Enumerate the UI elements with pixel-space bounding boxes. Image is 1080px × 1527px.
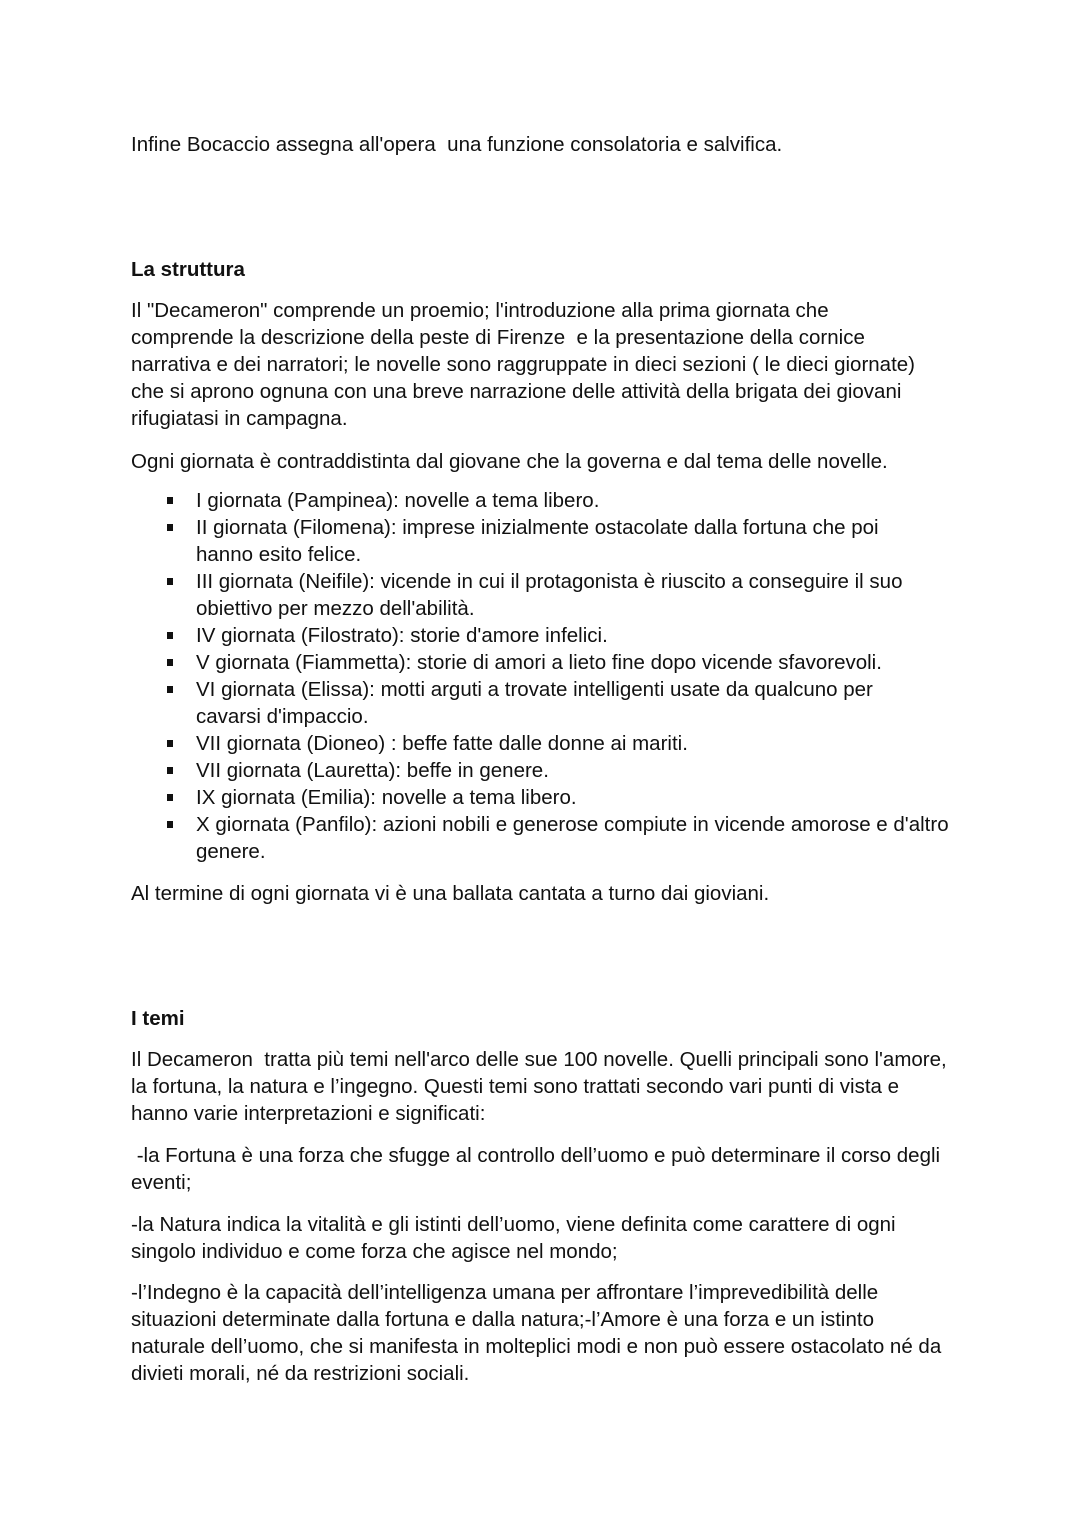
square-bullet-icon [167,578,173,585]
tema-fortuna: -la Fortuna è una forza che sfugge al controllo dell’uomo e può determinare il corso degli eventi; [131,1144,946,1194]
giornate-list [131,487,961,865]
temi-heading: I temi [131,1007,185,1030]
square-bullet-icon [167,686,173,693]
square-bullet-icon [167,497,173,504]
list-item: II giornata (Filomena): imprese inizialmente ostacolate dalla fortuna che poi hanno esito felice. [131,514,961,568]
list-item: IX giornata (Emilia): novelle a tema libero. [131,784,961,811]
square-bullet-icon [167,821,173,828]
square-bullet-icon [167,659,173,666]
tema-ingegno-amore: -l’Indegno è la capacità dell’intelligenza umana per affrontare l’imprevedibilità delle situazioni determinate dalla fortuna e dalla natura;-l’Amore è una forza e un istinto naturale dell’uomo, che si manifesta in molteplici modi e non può essere ostacolato né da divieti morali, né da restrizioni sociali. [131,1281,947,1385]
list-item: VII giornata (Dioneo) : beffe fatte dalle donne ai mariti. [131,730,961,757]
list-item: I giornata (Pampinea): novelle a tema libero. [131,487,961,514]
struttura-closing: Al termine di ogni giornata vi è una ballata cantata a turno dai gioviani. [131,882,770,905]
struttura-paragraph-1: Il "Decameron" comprende un proemio; l'introduzione alla prima giornata che comprende la descrizione della peste di Firenze e la presentazione della cornice narrativa e dei narratori; le novelle sono raggruppate in dieci sezioni ( le dieci giornate) che si aprono ognuna con una breve narrazione delle attività della brigata dei giovani rifugiatasi in campagna. [131,299,921,430]
square-bullet-icon [167,632,173,639]
square-bullet-icon [167,794,173,801]
list-item: III giornata (Neifile): vicende in cui il protagonista è riuscito a conseguire il suo obiettivo per mezzo dell'abilità. [131,568,961,622]
list-item: VII giornata (Lauretta): beffe in genere. [131,757,961,784]
square-bullet-icon [167,767,173,774]
list-item: IV giornata (Filostrato): storie d'amore infelici. [131,622,961,649]
list-item: VI giornata (Elissa): motti arguti a trovate intelligenti usate da qualcuno per cavarsi d'impaccio. [131,676,961,730]
list-item: V giornata (Fiammetta): storie di amori a lieto fine dopo vicende sfavorevoli. [131,649,961,676]
list-item: X giornata (Panfilo): azioni nobili e generose compiute in vicende amorose e d'altro genere. [131,811,961,865]
square-bullet-icon [167,740,173,747]
temi-paragraph-1: Il Decameron tratta più temi nell'arco delle sue 100 novelle. Quelli principali sono l'amore, la fortuna, la natura e l’ingegno. Questi temi sono trattati secondo vari punti di vista e hanno varie interpretazioni e significati: [131,1048,953,1125]
struttura-paragraph-2: Ogni giornata è contraddistinta dal giovane che la governa e dal tema delle novelle. [131,450,888,473]
struttura-heading: La struttura [131,258,245,281]
square-bullet-icon [167,524,173,531]
intro-paragraph: Infine Bocaccio assegna all'opera una funzione consolatoria e salvifica. [131,133,783,156]
tema-natura: -la Natura indica la vitalità e gli istinti dell’uomo, viene definita come carattere di ogni singolo individuo e come forza che agisce nel mondo; [131,1213,902,1263]
